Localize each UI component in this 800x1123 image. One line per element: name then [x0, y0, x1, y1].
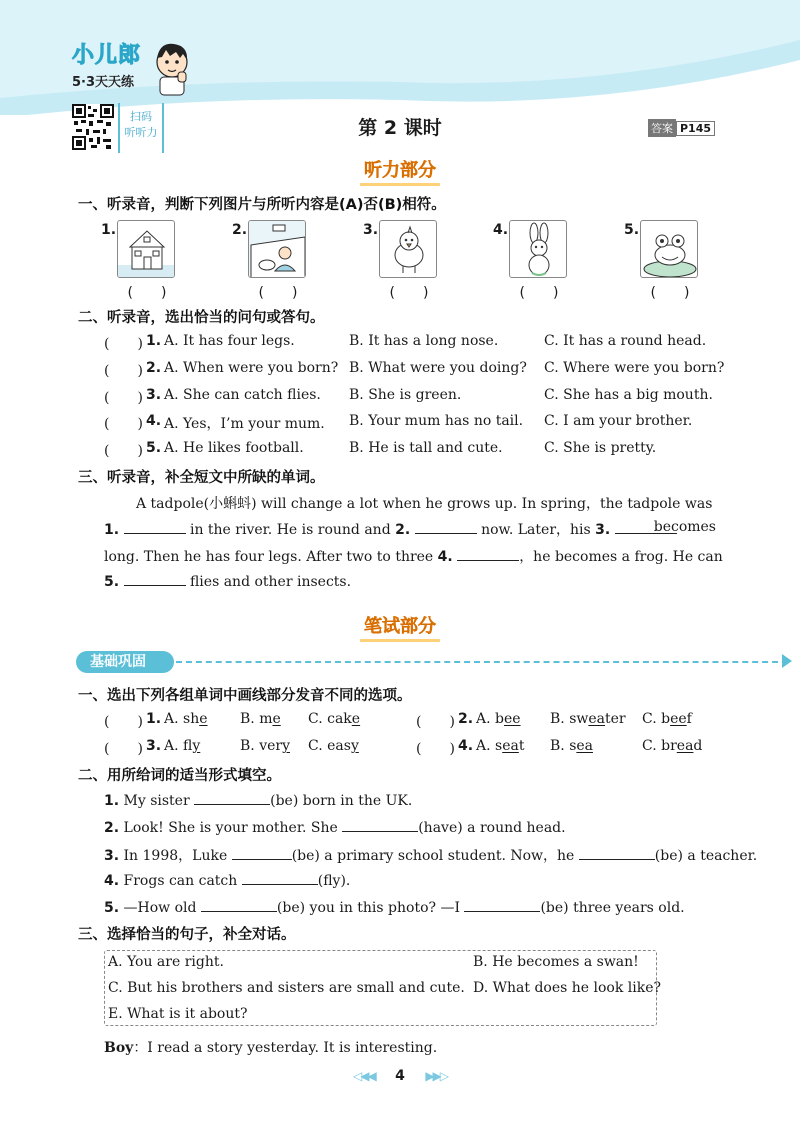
phonics-row-2: [104, 738, 724, 758]
fill-sentence-5: 5. —How old (be) you in this photo? —I (be) three years old.: [104, 900, 685, 916]
answer-paren[interactable]: ( ): [519, 285, 559, 301]
answer-page-tag: [648, 119, 715, 137]
option-c: C. easy: [308, 738, 359, 754]
question-number: 2.: [146, 360, 162, 376]
blank-number: 5.: [104, 574, 120, 590]
scan-text-line1: 扫码: [130, 110, 152, 123]
brand-name: 小儿郎: [72, 43, 142, 68]
answer-paren[interactable]: ( ): [104, 336, 143, 352]
frog-icon: [640, 220, 698, 278]
writing-q3-title: 三、选择恰当的句子，补全对话。: [78, 927, 296, 943]
listening-section-title: 听力部分: [0, 156, 800, 186]
answer-paren[interactable]: ( ): [258, 285, 298, 301]
listening-q2-row-2: [104, 360, 724, 380]
answer-paren[interactable]: ( ): [127, 285, 167, 301]
fill-sentence-4: 4. Frogs can catch (fly).: [104, 873, 351, 889]
answer-paren[interactable]: ( ): [389, 285, 429, 301]
blank-number: 1.: [104, 522, 120, 538]
question-number: 4.: [458, 738, 474, 754]
fill-blank[interactable]: [464, 898, 540, 912]
option-b: B. It has a long nose.: [349, 333, 499, 349]
passage-line-4: [104, 572, 351, 590]
listening-q2-row-3: [104, 387, 724, 407]
taxi-driver-icon: [248, 220, 306, 278]
passage-text: becomes: [653, 519, 716, 535]
answer-paren[interactable]: ( ): [416, 714, 455, 730]
arrows-right-icon: ▶▶▷: [425, 1069, 448, 1083]
writing-section-title: 笔试部分: [0, 612, 800, 642]
header-band: [0, 0, 800, 115]
blank-2[interactable]: [415, 520, 477, 534]
option-b: B. sweater: [550, 711, 626, 727]
passage-text: long. Then he has four legs. After two to three: [104, 549, 434, 565]
blank-number: 3.: [595, 522, 611, 538]
option-a: A. she: [164, 711, 208, 727]
picture-number: 1.: [101, 222, 117, 238]
question-number: 4.: [146, 413, 162, 429]
fill-sentence-3: 3. In 1998，Luke (be) a primary school student. Now，he (be) a teacher.: [104, 848, 758, 864]
listening-q2-row-1: [104, 333, 724, 353]
listening-q2-title: 二、听录音，选出恰当的问句或答句。: [78, 310, 325, 326]
option-b: B. He is tall and cute.: [349, 440, 503, 456]
option-d: D. What does he look like?: [473, 980, 662, 996]
listening-q2-row-5: [104, 440, 724, 460]
lesson-title: 第 2 课时: [358, 117, 442, 139]
option-a: A. fly: [164, 738, 201, 754]
blank-number: 2.: [395, 522, 411, 538]
picture-number: 4.: [493, 222, 509, 238]
option-a: A. You are right.: [108, 954, 224, 970]
passage-text: in the river. He is round and: [189, 522, 391, 538]
option-a: A. When were you born?: [164, 360, 339, 376]
arrows-left-icon: ◁◀◀: [352, 1069, 375, 1083]
dialog-line-1: [104, 1037, 437, 1057]
dialog-speaker: Boy: [104, 1040, 134, 1056]
dialog-options-box: [104, 950, 662, 1026]
option-b: B. very: [240, 738, 290, 754]
listening-q1-title: 一、听录音，判断下列图片与所听内容是(A)否(B)相符。: [78, 197, 446, 213]
option-a: A. She can catch flies.: [164, 387, 321, 403]
rabbit-icon: [509, 220, 567, 278]
passage-text: now. Later，his: [481, 522, 591, 538]
fill-blank[interactable]: [194, 791, 270, 805]
fill-blank[interactable]: [242, 871, 318, 885]
arrow-right-icon: [782, 654, 792, 668]
fill-blank[interactable]: [201, 898, 277, 912]
scan-text-line2: 听听力: [124, 126, 158, 139]
option-a: A. seat: [476, 738, 525, 754]
fill-sentence-2: 2. Look! She is your mother. She (have) a round head.: [104, 820, 566, 836]
listening-q2-row-4: [104, 413, 724, 433]
option-b: B. sea: [550, 738, 594, 754]
option-e: E. What is it about?: [108, 1006, 248, 1022]
fill-blank[interactable]: [342, 818, 418, 832]
option-c: C. beef: [642, 711, 692, 727]
picture-number: 5.: [624, 222, 640, 238]
option-b: B. He becomes a swan!: [473, 954, 639, 970]
answer-paren[interactable]: ( ): [104, 416, 143, 432]
option-c: C. But his brothers and sisters are small and cute.: [108, 980, 465, 996]
option-a: A. bee: [476, 711, 521, 727]
option-a: A. Yes，I’m your mum.: [164, 416, 325, 432]
option-b: B. Your mum has no tail.: [349, 413, 524, 429]
writing-q2-title: 二、用所给词的适当形式填空。: [78, 768, 281, 784]
option-a: A. He likes football.: [164, 440, 304, 456]
option-c: C. She is pretty.: [544, 440, 657, 456]
passage-text: ，he becomes a frog. He can: [519, 549, 723, 565]
mascot-boy-icon: [150, 40, 194, 96]
answer-paren[interactable]: ( ): [104, 390, 143, 406]
phonics-row-1: [104, 711, 724, 731]
house-icon: [117, 220, 175, 278]
option-c: C. I am your brother.: [544, 413, 693, 429]
fill-sentence-1: 1. My sister (be) born in the UK.: [104, 793, 413, 809]
banner-label: 基础巩固: [76, 651, 174, 673]
fill-blank[interactable]: [232, 846, 292, 860]
option-b: B. What were you doing?: [349, 360, 527, 376]
blank-number: 4.: [437, 549, 453, 565]
answer-paren[interactable]: ( ): [104, 363, 143, 379]
option-c: C. bread: [642, 738, 703, 754]
passage-line-3: [104, 546, 723, 566]
answer-paren[interactable]: ( ): [416, 741, 455, 757]
chick-icon: [379, 220, 437, 278]
writing-q1-title: 一、选出下列各组单词中画线部分发音不同的选项。: [78, 688, 412, 704]
banner-dashed-line: [176, 661, 788, 663]
picture-number: 3.: [363, 222, 379, 238]
blank-4[interactable]: [457, 547, 519, 561]
passage-line-2: [104, 519, 716, 539]
passage-text: flies and other insects.: [189, 574, 352, 590]
option-c: C. cake: [308, 711, 361, 727]
fill-blank[interactable]: [579, 846, 655, 860]
blank-1[interactable]: [124, 520, 186, 534]
option-c: C. Where were you born?: [544, 360, 725, 376]
picture-number: 2.: [232, 222, 248, 238]
listening-q3-title: 三、听录音，补全短文中所缺的单词。: [78, 470, 325, 486]
option-c: C. It has a round head.: [544, 333, 707, 349]
answer-paren[interactable]: ( ): [104, 741, 143, 757]
answer-page: P145: [676, 121, 715, 136]
answer-paren[interactable]: ( ): [650, 285, 690, 301]
answer-label: 答案: [648, 119, 676, 137]
blank-5[interactable]: [124, 572, 186, 586]
question-number: 1.: [146, 333, 162, 349]
brand-logo: [72, 38, 141, 90]
page-footer: [0, 1068, 800, 1084]
question-number: 3.: [146, 738, 162, 754]
question-number: 1.: [146, 711, 162, 727]
option-c: C. She has a big mouth.: [544, 387, 713, 403]
series-name: 5·3天天练: [72, 75, 135, 90]
answer-paren[interactable]: ( ): [104, 443, 143, 459]
page-number: 4: [395, 1068, 405, 1084]
question-number: 2.: [458, 711, 474, 727]
dialog-text: ：I read a story yesterday. It is interesting.: [133, 1040, 438, 1056]
option-a: A. It has four legs.: [164, 333, 295, 349]
option-b: B. me: [240, 711, 281, 727]
question-number: 3.: [146, 387, 162, 403]
option-b: B. She is green.: [349, 387, 462, 403]
question-number: 5.: [146, 440, 162, 456]
answer-paren[interactable]: ( ): [104, 714, 143, 730]
passage-line-1: A tadpole(小蝌蚪) will change a lot when he grows up. In spring，the tadpole was: [136, 496, 713, 512]
